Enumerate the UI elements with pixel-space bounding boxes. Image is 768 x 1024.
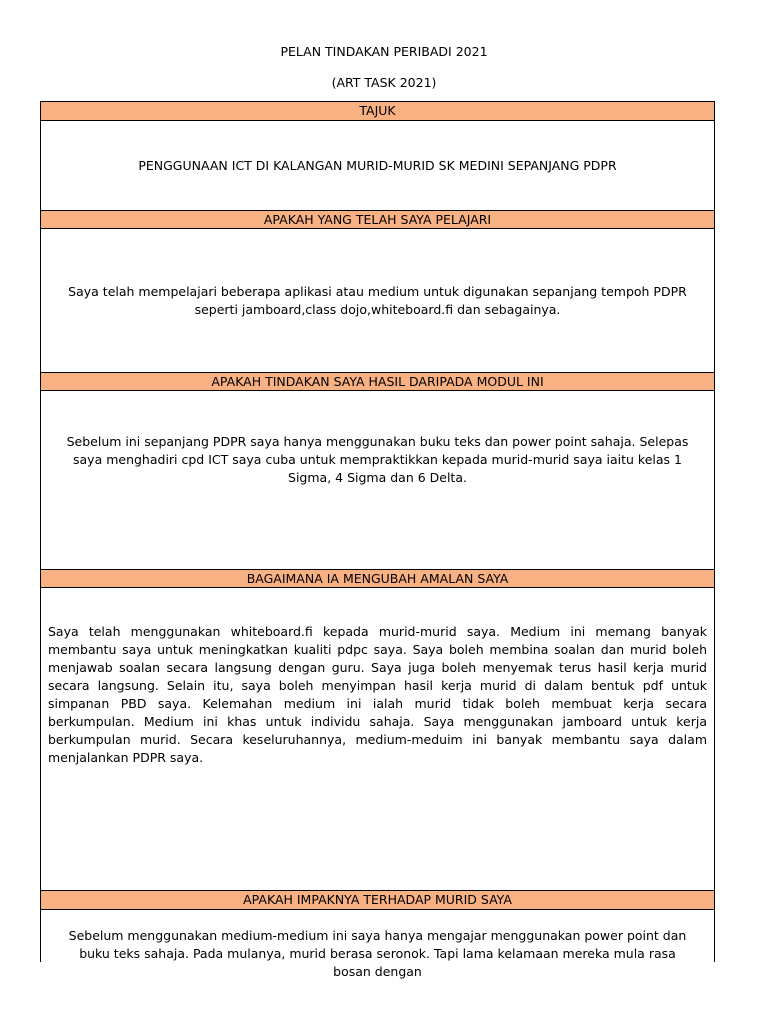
action-plan-form bbox=[40, 101, 715, 979]
section-header-tajuk bbox=[41, 102, 714, 121]
section-body-action bbox=[41, 391, 714, 569]
section-heading: APAKAH YANG TELAH SAYA PELAJARI bbox=[263, 212, 492, 227]
document-subtitle: (ART TASK 2021) bbox=[331, 75, 437, 90]
section-body-tajuk bbox=[41, 121, 714, 210]
section-body-learned bbox=[41, 229, 714, 372]
section-body-practice bbox=[41, 588, 714, 890]
section-heading: APAKAH IMPAKNYA TERHADAP MURID SAYA bbox=[243, 892, 512, 907]
section-heading: BAGAIMANA IA MENGUBAH AMALAN SAYA bbox=[246, 571, 509, 586]
section-heading: APAKAH TINDAKAN SAYA HASIL DARIPADA MODUL INI bbox=[211, 374, 544, 389]
section-header-action bbox=[41, 372, 714, 391]
section-header-practice bbox=[41, 569, 714, 588]
section-header-impact bbox=[41, 890, 714, 910]
section-content: Sebelum menggunakan medium-medium ini saya hanya mengajar menggunakan power point dan buku teks sahaja. Pada mulanya, murid berasa seronok. Tapi lama kelamaan mereka mula rasa bosan dengan bbox=[68, 928, 687, 979]
section-content: Saya telah mempelajari beberapa aplikasi atau medium untuk digunakan sepanjang tempoh PDPR seperti jamboard,class dojo,whiteboard.fi dan sebagainya. bbox=[68, 283, 687, 317]
section-content: Sebelum ini sepanjang PDPR saya hanya menggunakan buku teks dan power point sahaja. Selepas saya menghadiri cpd ICT saya cuba untuk mempraktikkan kepada murid-murid saya iaitu kelas 1 Sigma, 4 Sigma dan 6 Delta. bbox=[66, 434, 689, 485]
section-content: Saya telah menggunakan whiteboard.fi kepada murid-murid saya. Medium ini memang banyak membantu saya untuk meningkatkan kualiti pdpc saya. Saya boleh membina soalan dan murid boleh menjawab soalan secara langsung dengan guru. Saya juga boleh menyemak terus hasil kerja murid secara langsung. Selain itu, saya boleh menyimpan hasil kerja murid di dalam bentuk pdf untuk simpanan PBD saya. Kelemahan medium ini ialah murid tidak boleh membuat kerja secara berkumpulan. Medium ini khas untuk individu sahaja. Saya menggunakan jamboard untuk kerja berkumpulan murid. Secara keseluruhannya, medium-meduim ini banyak membantu saya dalam menjalankan PDPR saya. bbox=[48, 624, 707, 765]
document-title: PELAN TINDAKAN PERIBADI 2021 bbox=[280, 44, 488, 59]
section-header-learned bbox=[41, 210, 714, 229]
section-content: PENGGUNAAN ICT DI KALANGAN MURID-MURID SK MEDINI SEPANJANG PDPR bbox=[138, 157, 617, 173]
section-body-impact bbox=[41, 910, 714, 979]
section-heading: TAJUK bbox=[359, 103, 396, 118]
